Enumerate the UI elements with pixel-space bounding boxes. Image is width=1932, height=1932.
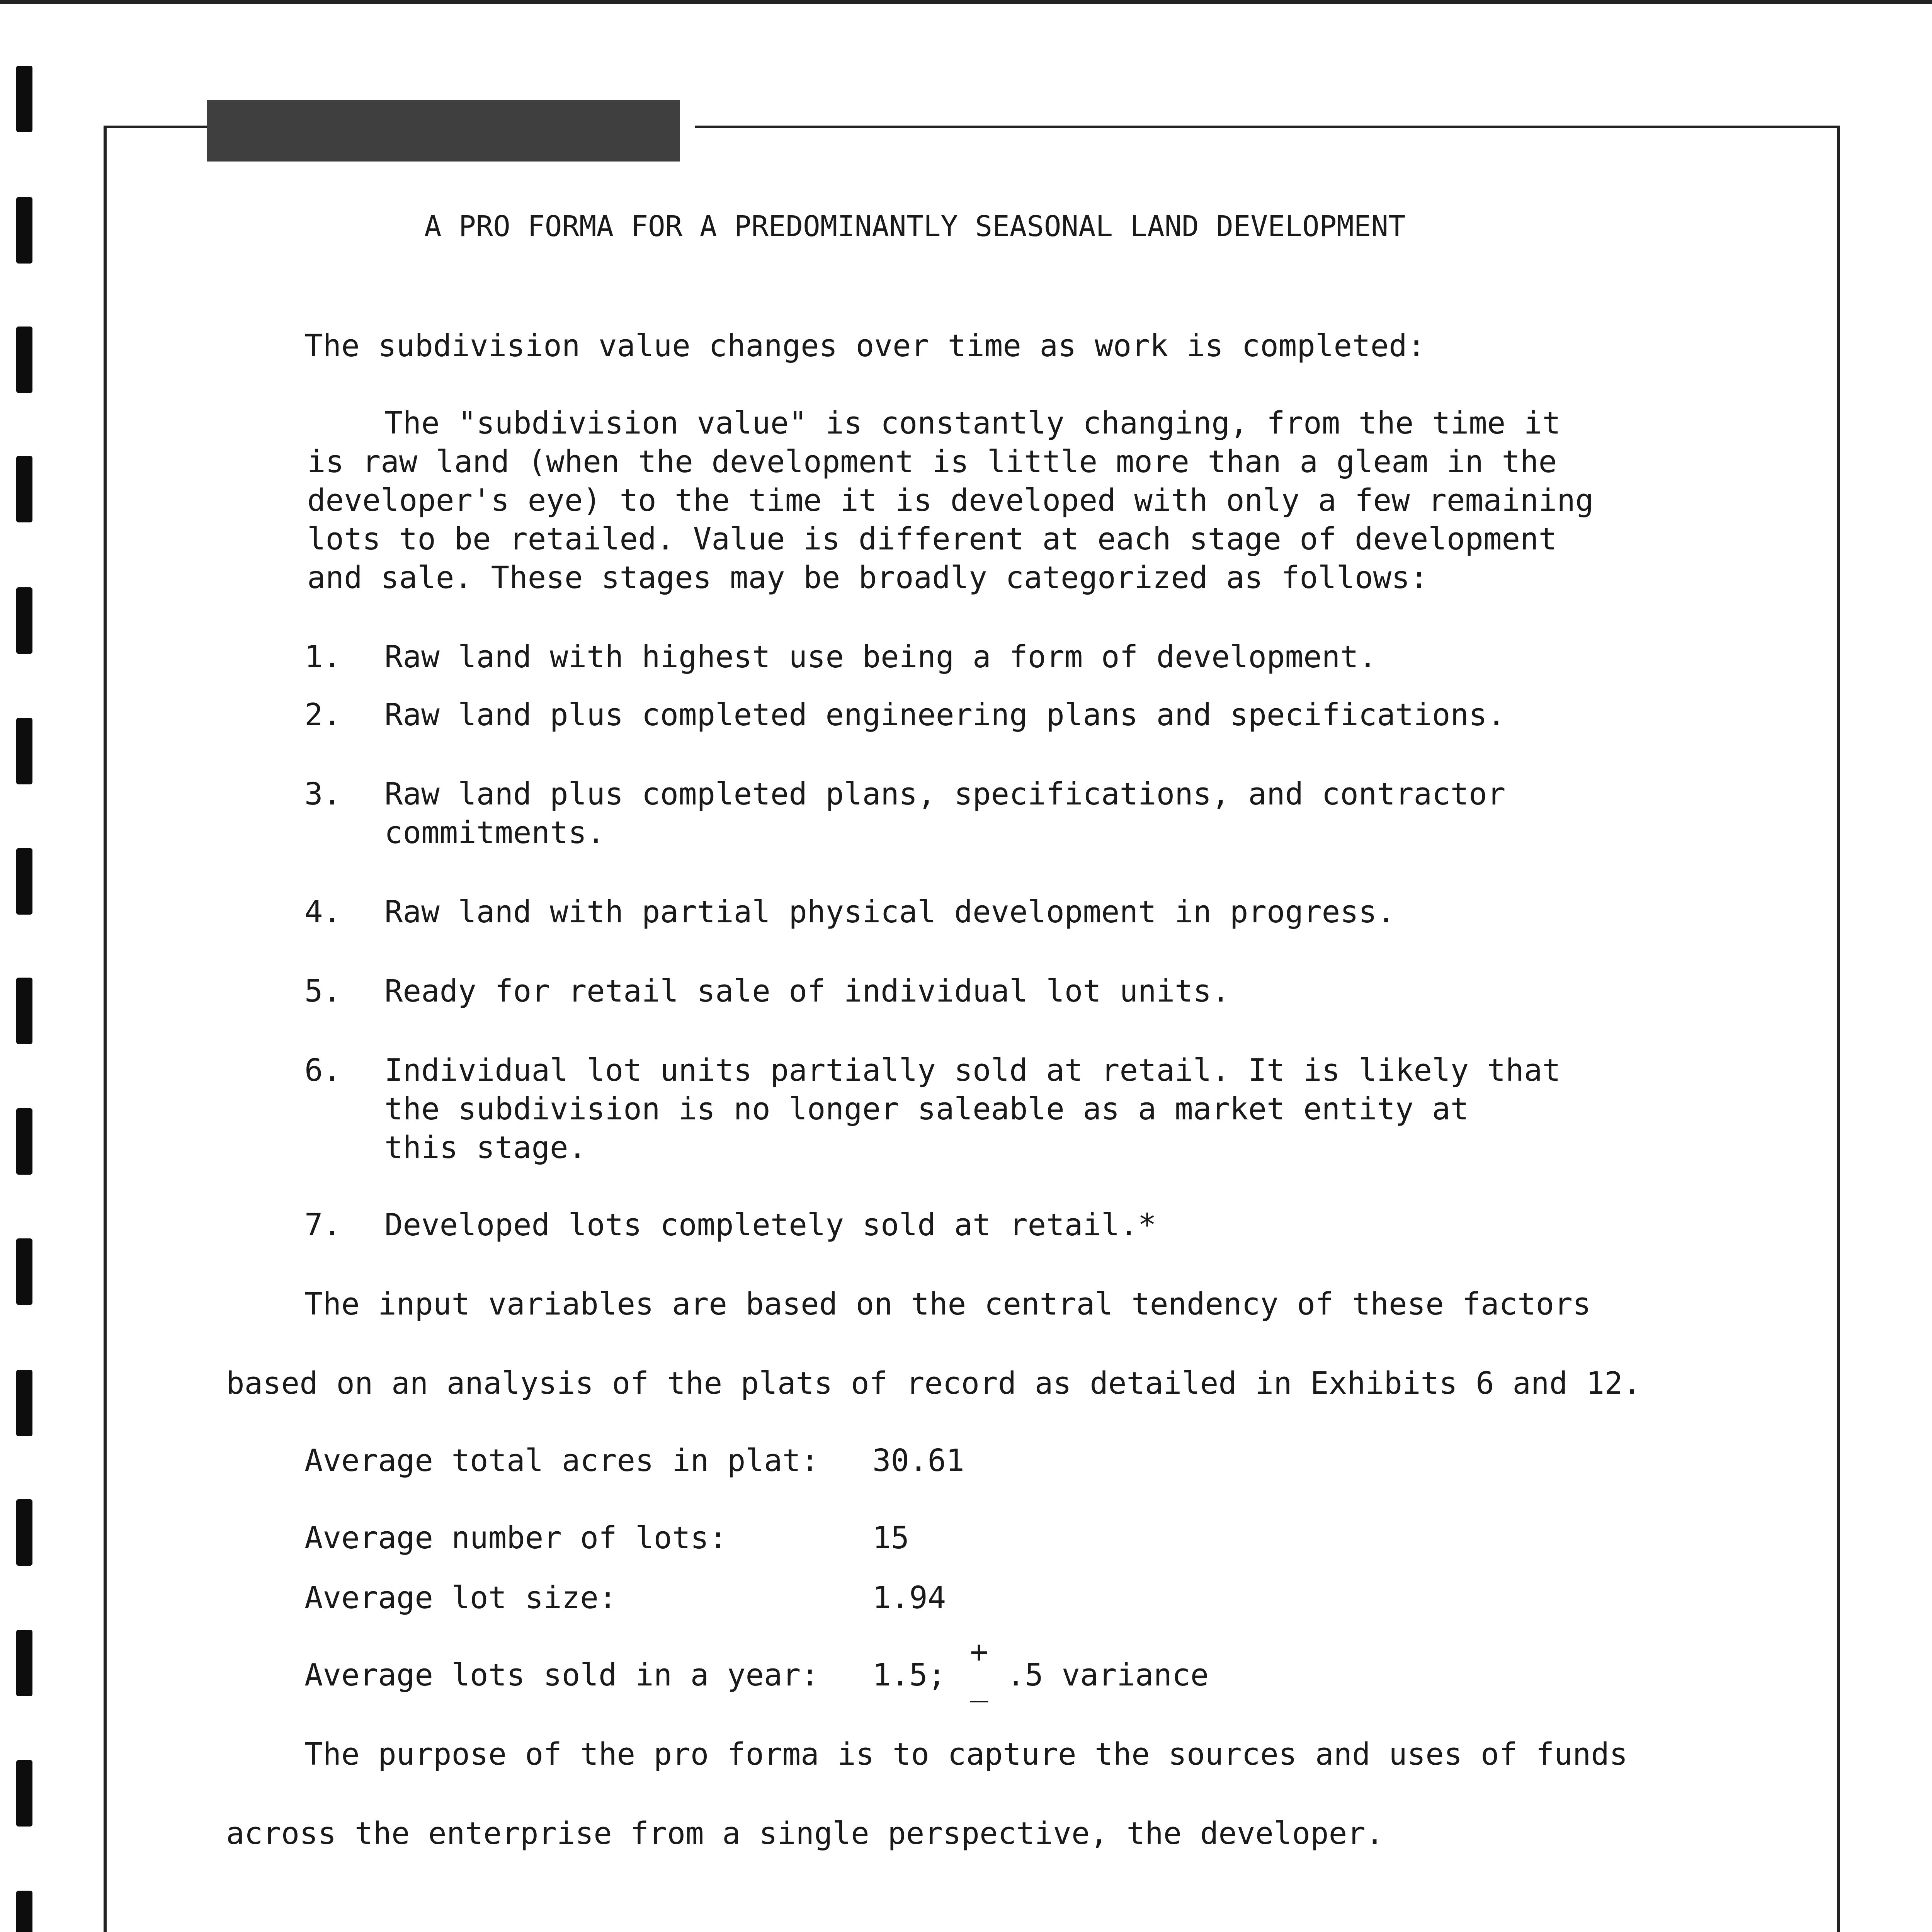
quote-line: lots to be retailed. Value is different at each stage of development <box>307 521 1557 557</box>
minus-sign: _ <box>970 1667 988 1702</box>
stage-number: 3. <box>304 776 342 812</box>
binding-hole <box>16 848 32 915</box>
binding-hole <box>16 1630 32 1696</box>
quote-line: developer's eye) to the time it is developed with only a few remaining <box>307 483 1594 518</box>
stage-number: 5. <box>304 973 342 1009</box>
binding-hole <box>16 587 32 654</box>
stage-number: 1. <box>304 639 342 675</box>
binding-hole <box>16 978 32 1044</box>
binding-hole <box>16 66 32 132</box>
average-lots-sold-value: 1.5; <box>872 1657 946 1693</box>
frame-border-top <box>695 126 1840 128</box>
frame-border-left <box>104 126 107 1932</box>
purpose-paragraph: The purpose of the pro forma is to capture the sources and uses of funds <box>304 1736 1628 1772</box>
stage-text: Raw land plus completed engineering plans and specifications. <box>384 697 1506 733</box>
quote-line: is raw land (when the development is little more than a gleam in the <box>307 444 1557 480</box>
top-edge-line <box>0 0 1932 4</box>
quote-line: The "subdivision value" is constantly changing, from the time it <box>384 405 1561 441</box>
average-lots-sold-label: Average lots sold in a year: <box>304 1657 819 1693</box>
binding-hole <box>16 1891 32 1932</box>
stage-text: Raw land plus completed plans, specifications, and contractor <box>384 776 1506 812</box>
binding-hole <box>16 327 32 393</box>
average-acres-value: 30.61 <box>872 1443 964 1478</box>
frame-border-right <box>1837 126 1840 1932</box>
page-title: A PRO FORMA FOR A PREDOMINANTLY SEASONAL LAND DEVELOPMENT <box>424 210 1406 243</box>
binding-hole <box>16 718 32 784</box>
stage-number: 6. <box>304 1053 342 1088</box>
frame-border-top <box>104 126 207 128</box>
binding-hole <box>16 1108 32 1175</box>
stage-number: 4. <box>304 894 342 930</box>
average-acres-label: Average total acres in plat: <box>304 1443 819 1478</box>
binding-hole <box>16 197 32 264</box>
input-variables-paragraph: The input variables are based on the central tendency of these factors <box>304 1286 1591 1322</box>
stage-number: 7. <box>304 1207 342 1243</box>
average-lots-label: Average number of lots: <box>304 1520 727 1556</box>
variance-text: .5 variance <box>1007 1657 1209 1693</box>
stage-text: Individual lot units partially sold at retail. It is likely that <box>384 1053 1561 1088</box>
stage-text: this stage. <box>384 1130 587 1165</box>
stage-number: 2. <box>304 697 342 733</box>
stage-text: commitments. <box>384 815 605 850</box>
plus-sign: + <box>970 1634 988 1670</box>
binding-hole <box>16 456 32 522</box>
average-lot-size-label: Average lot size: <box>304 1580 617 1616</box>
average-lot-size-value: 1.94 <box>872 1580 946 1616</box>
binding-hole <box>16 1370 32 1436</box>
binding-hole <box>16 1760 32 1827</box>
stage-text: Ready for retail sale of individual lot units. <box>384 973 1230 1009</box>
input-variables-paragraph: based on an analysis of the plats of record as detailed in Exhibits 6 and 12. <box>226 1366 1641 1401</box>
stage-text: Developed lots completely sold at retail.* <box>384 1207 1156 1243</box>
average-lots-value: 15 <box>872 1520 910 1556</box>
stage-text: Raw land with highest use being a form of development. <box>384 639 1377 675</box>
quote-line: and sale. These stages may be broadly categorized as follows: <box>307 560 1429 595</box>
purpose-paragraph: across the enterprise from a single perspective, the developer. <box>226 1816 1384 1851</box>
binding-hole <box>16 1499 32 1566</box>
stage-text: Raw land with partial physical development in progress. <box>384 894 1395 930</box>
binding-hole <box>16 1238 32 1305</box>
stage-text: the subdivision is no longer saleable as a market entity at <box>384 1091 1469 1127</box>
redacted-header-label <box>207 100 680 162</box>
intro-paragraph: The subdivision value changes over time as work is completed: <box>304 328 1426 364</box>
